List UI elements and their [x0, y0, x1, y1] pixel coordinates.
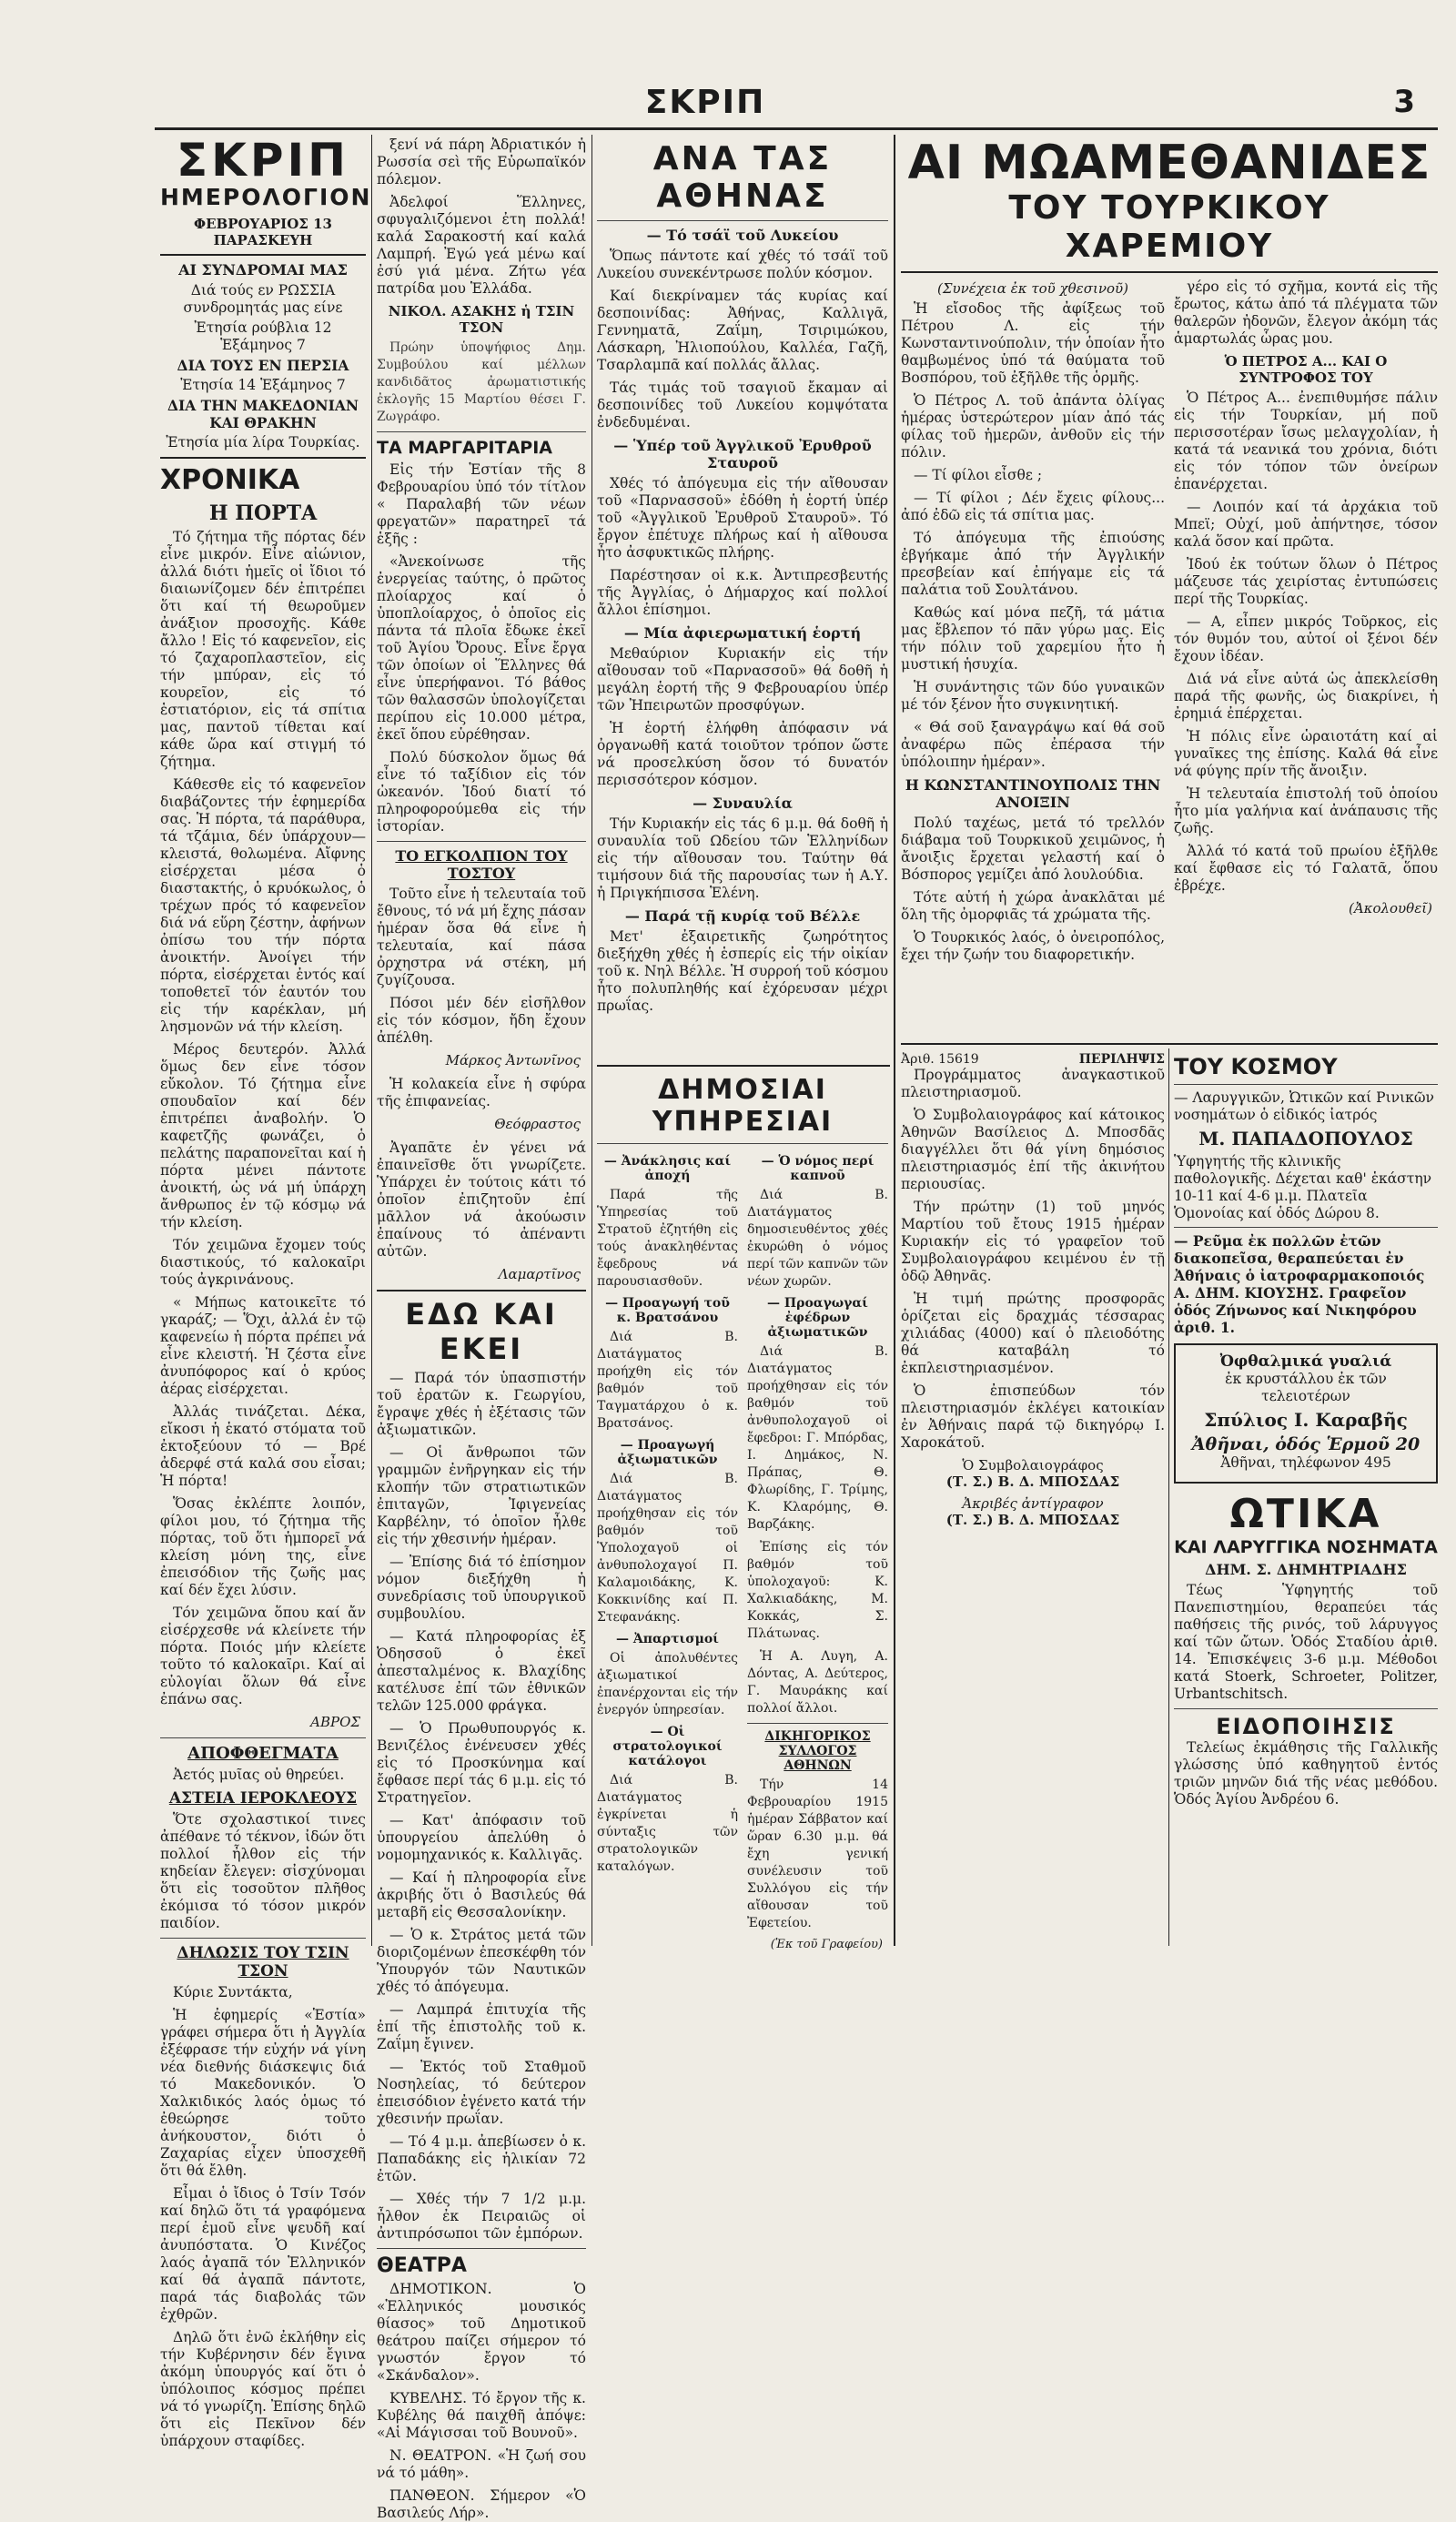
letter-note: Πρώην ὑποψήφιος Δημ. Συμβούλου καί μέλλων κανδιδᾶτος ἀρωματιστικής ἐκλογῆς 15 Μαρτίου θέσει Γ. Ζωγράφο.	[377, 340, 586, 424]
harem-left	[901, 279, 1165, 969]
athens-paragraph: Παρέστησαν οἱ κ.κ. Ἀντιπρεσβευτής τῆς Ἀγγλίας, ὁ Δήμαρχος καί πολλοί ἄλλοι ἐπίσημοι.	[597, 567, 888, 618]
pearls-paragraph: Εἰς τήν Ἑστίαν τῆς 8 Φεβρουαρίου ὑπό τόν τίτλον « Παραλαβή τῶν νέων φρεγατῶν» παρατηρεῖ τά ἑξῆς :	[377, 461, 586, 547]
story-paragraph: Διά νά εἶνε αὐτά ὡς ἀπεκλείσθη παρά τῆς φωνῆς, ὡς διακρίνει, ἡ ἐρημιά ἐπέρχεται.	[1174, 671, 1438, 722]
news-item: — Ὁ κ. Στράτος μετά τῶν διοριζομένων ἐπεσκέφθη τόν Ὑπουργόν τῶν Ναυτικῶν χθές τό ἀπόγευμα.	[377, 1927, 586, 1995]
story-paragraph: — Τί φίλοι εἶσθε ;	[914, 467, 1043, 483]
tolstoy-title: ΤΟ ΕΓΚΟΛΠΙΟΝ ΤΟΥ ΤΟΣΤΟΥ	[395, 847, 568, 882]
calendar-title: ΣΚΡΙΠ	[177, 134, 349, 187]
athens-subtitle: — Παρά τῇ κυρίᾳ τοῦ Βέλλε	[624, 907, 861, 925]
column-1	[160, 134, 372, 2449]
subscription-line: Ἐτησία μία λίρα Τουρκίας.	[166, 434, 360, 451]
subscriptions-title: ΑΙ ΣΥΝΔΡΟΜΑΙ ΜΑΣ	[178, 261, 348, 279]
column-2	[377, 137, 586, 2521]
pearls-paragraph: Πολύ δύσκολον ὅμως θά εἶνε τό ταξίδιον εἰς τόν ὠκεανόν. Ἰδού διατί τό πληροφορούμεθα εἰς τήν ἱστορίαν.	[377, 749, 586, 835]
letter-signature: ΝΙΚΟΛ. ΑΣΑΚΗΣ ἡ ΤΣΙΝ ΤΣΟΝ	[388, 303, 575, 336]
services-subtitle: — Ὁ νόμος περί καπνοῦ	[761, 1154, 875, 1183]
optician-name: Σπύλιος Ι. Καραβῆς	[1204, 1409, 1408, 1431]
optician-ad	[1174, 1343, 1438, 1484]
notice-paragraph: Ἡ τιμή πρώτης προσφορᾶς ὁρίζεται εἰς δραχμάς τέσσαρας χιλιάδας (4000) καί ὁ πλειοδότης θά καταβάλη τό ἐκπλειστηριασμένον.	[901, 1291, 1165, 1376]
masthead	[159, 84, 1433, 124]
optician-line: ἐκ κρυστάλλου ἐκ τῶν τελειοτέρων	[1225, 1371, 1387, 1404]
column-rule	[371, 135, 372, 1946]
athens-paragraph: Τήν Κυριακήν εἰς τάς 6 μ.μ. θά δοθῆ ἡ συναυλία τοῦ Ωδείου τῶν Ἑλληνίδων εἰς τήν αἴθουσαν του. Ταύτην θά τιμήσουν διά τῆς παρουσίας των ἡ Α.Υ. ἡ Πριγκήπισσα Ἑλένη.	[597, 815, 888, 901]
services-paragraph: Διά Β. Διατάγματος προήχθησαν εἰς τόν βαθμόν τοῦ ἀνθυπολοχαγοῦ οἱ ἔφεδροι: Γ. Μπόρδας, Ι. Δημάκος, Ν. Πράπας, Θ. Φλωρίδης, Γ. Τρίμης, Κ. Κλαρόμης, Θ. Βαρζάκης.	[747, 1344, 888, 1532]
declaration-paragraph: Ἡ ἐφημερίς «Ἑστία» γράφει σήμερα ὅτι ἡ Ἀγγλία ἐξέφρασε τήν εὐχήν νά γίνη νέα διεθνής διάσκεψις διά τό Μακεδονικόν. Ὁ Χαλκιδικός λαός ὁμως τό ἐθεώρησε τοῦτο ἀνήκουστον, διότι ὁ Ζαχαρίας εἶχεν ὑποσχεθῆ ὅτι θά ἔλθη.	[160, 2007, 366, 2179]
notice-paragraph: Ὁ Συμβολαιογράφος καί κάτοικος Ἀθηνῶν Βασίλειος Δ. Μποσδᾶς διαγγέλλει ὅτι θά γίνη δημόσιος πλειστηριασμός ἐπί τῆς ἀκινήτου περιουσίας.	[901, 1107, 1165, 1192]
declaration-paragraph: Εἶμαι ὁ ἴδιος ὁ Τσίν Τσόν καί δηλῶ ὅτι τά γραφόμενα περί ἐμοῦ εἶνε ψευδῆ καί ἀνυπόστατα. Ὁ Κινέζος λαός ἀγαπᾶ τόν Ἑλληνικόν καί θά ἀγαπᾶ πάντοτε, παρά τάς διαβολάς τῶν ἐχθρῶν.	[160, 2185, 366, 2323]
athens-paragraph: Μετ' ἐξαιρετικῆς ζωηρότητος διεξήχθη χθές ἡ ἑσπερίς εἰς τήν οἰκίαν τοῦ κ. Νηλ Βέλλε. Ἡ συρροή τοῦ κόσμου ἦτο πολυπληθής καί ἐχόρευσαν μέχρι πρωΐας.	[597, 928, 888, 1014]
letter-paragraph: Ἀδελφοί Ἕλληνες, σφυγαλιζόμενοι ἐτη πολλά! καλά Σαρακοστή καί καλά Λαμπρή. Ἐγώ γεά μένω καί ἐσύ γιά μένα. Ζήτω γέα πατρίδα μου Ἑλλάδα.	[377, 194, 586, 297]
story-paragraph: — Λοιπόν καί τά ἀρχάκια τοῦ Μπεϊ; Οὐχί, μοῦ ἀπήντησε, τόσον καλά ὅσον καί πρῶτα.	[1174, 499, 1438, 550]
athens-paragraph: Χθές τό ἀπόγευμα εἰς τήν αἴθουσαν τοῦ «Παρνασσοῦ» ἐδόθη ἡ ἑορτή ὑπέρ τοῦ «Ἀγγλικοῦ Ἐρυθροῦ Σταυροῦ». Τό ἔργον ἐπέτυχε πλήρως καί ἡ αἴθουσα ἦτο ἀσφυκτικῶς πλήρης.	[597, 475, 888, 561]
story-paragraph: Ἡ εἴσοδος τῆς ἀφίξεως τοῦ Πέτρου Λ. εἰς τήν Κωνσταντινούπολιν, τήν ὁποίαν ἦτο θαμβωμένος ὑπό τά θαύματα τοῦ Βοσπόρου, τοῦ ἐξῆλθε τῆς ὁρμῆς.	[901, 300, 1165, 386]
story-paragraph: Ὁ Πέτρος Λ. τοῦ ἀπάντα ὀλίγας ἡμέρας ὑστερώτερον μίαν ἀπό τάς φίλας τοῦ ἡμερῶν, ἀνθοῦν εἰς τήν πόλιν.	[901, 392, 1165, 461]
notice-paragraph: Τήν πρώτην (1) τοῦ μηνός Μαρτίου τοῦ ἔτους 1915 ἡμέραν Κυριακήν εἰς τό γραφεῖον τοῦ Συμβολαιογράφου κειμένου ἐν τῇ ὁδῷ Ἀθηνᾶς.	[901, 1199, 1165, 1284]
theatres-title: ΘΕΑΤΡΑ	[377, 2254, 467, 2277]
story-paragraph: — Τί φίλοι ; Δέν ἔχεις φίλους... ἀπό ἐδῶ εἰς τά σπίτια μας.	[901, 490, 1165, 523]
story-subtitle: Ὁ ΠΕΤΡΟΣ Α... ΚΑΙ Ο ΣΥΝΤΡΟΦΟΣ ΤΟΥ	[1224, 353, 1388, 386]
pearls-title: ΤΑ ΜΑΡΓΑΡΙΤΑΡΙΑ	[377, 438, 552, 458]
ent-subtitle: ΚΑΙ ΛΑΡΥΓΓΙΚΑ ΝΟΣΗΜΑΤΑ	[1174, 1537, 1438, 1557]
public-services	[597, 1070, 888, 1951]
tolstoy-paragraph: Ἡ κολακεία εἶνε ἡ σφύρα τῆς ἐπιφανείας.	[377, 1076, 586, 1109]
public-services-title: ΔΗΜΟΣΙΑΙ ΥΠΗΡΕΣΙΑΙ	[652, 1074, 834, 1138]
services-subtitle: — Ἀπαρτισμοί	[616, 1632, 719, 1646]
services-subtitle: — Προαγωγαί ἐφέδρων ἀξιωματικῶν	[767, 1296, 868, 1340]
optician-title: Ὀφθαλμικά γυαλιά	[1219, 1352, 1392, 1371]
masthead-name: ΣΚΡΙΠ	[644, 84, 766, 121]
masthead-rule	[155, 127, 1438, 130]
notice-note: Ἀκριβές ἀντίγραφον	[962, 1495, 1104, 1512]
services-subtitle: — Οἱ στρατολογικοί κατάλογοι	[612, 1725, 723, 1768]
story-paragraph: Τότε αὐτή ἡ χώρα ἀνακλᾶται μέ ὅλη τῆς ὀμορφιᾶς τά χρώματα τῆς.	[901, 889, 1165, 923]
article-paragraph: Τό ζήτημα τῆς πόρτας δέν εἶνε μικρόν. Εἶνε αἰώνιον, ἀλλά διότι ἡμεῖς οἱ ἴδιοι τό διαιωνίζομεν δέν ἐπιτρέπει ὅτι καί τή θεωροῦμεν ἀνάξιον προσοχῆς. Κάθε ἄλλο ! Εἰς τό καφενεῖον, εἰς τό ζαχαροπλαστεῖον, εἰς τήν μπύραν, εἰς τό κουρεῖον, εἰς τό ἑστιατόριον, εἰς τά σπίτια μας, παντοῦ τίθεται καί κάθε ὥρα καί στιγμή τό ζήτημα.	[160, 529, 366, 770]
subscription-line: ΔΙΑ ΤΗΝ ΜΑΚΕΔΟΝΙΑΝ ΚΑΙ ΘΡΑΚΗΝ	[167, 397, 359, 431]
news-item: — Κατ' ἀπόφασιν τοῦ ὑπουργείου ἀπελύθη ὁ νομομηχανικός κ. Καλλιγᾶς.	[377, 1812, 586, 1863]
ad-text: — Ρεῦμα ἐκ πολλῶν ἐτῶν διακοπεῖσα, θεραπεύεται ἐν Ἀθήναις ὁ ἰατροφαρμακοποιός Α. ΔΗΜ. ΚΙΟΥΣΗΣ. Γραφεῖον ὁδός Ζήνωνος καί Νικηφόρου ἀριθ. 1.	[1174, 1232, 1425, 1336]
article-paragraph: Κάθεσθε εἰς τό καφενεῖον διαβάζοντες τήν ἐφημερίδα σας. Ἡ πόρτα, τά παράθυρα, τά τζάμια, δέν ὑπάρχουν—κλειστά, θολωμένα. Αἴφνης εἰσέρχεται μέσα ὁ διαστακτής, ὁ κρυόκωλος, ὁ τρέχων πρός τό καφενεῖον διά νά εὕρη ζέστην, ἀφήνων ὀπίσω του τήν πόρτα ἀνοικτήν. Ἀνοίγει τήν πόρτα, εἰσέρχεται ἐντός καί τοποθετεῖ τόν ἑαυτόν του εἰς τήν καρέκλαν, μή λησμονῶν νά τήν κλείση.	[160, 776, 366, 1035]
tolstoy-paragraph: Ἀγαπᾶτε ἐν γένει νά ἐπαινεῖσθε ὅτι γνωρίζετε. Ὑπάρχει ἐν τούτοις κάτι τό ὁποῖον ἐπιζητοῦν ἐπί μᾶλλον νά ἀκούωσιν ἐπαίνους τό ἀπέναντι αὐτῶν.	[377, 1139, 586, 1260]
services-left	[597, 1149, 738, 1959]
constantinople-title: Η ΚΩΝΣΤΑΝΤΙΝΟΥΠΟΛΙΣ ΤΗΝ ΑΝΟΙΞΙΝ	[905, 776, 1161, 811]
article-paragraph: Ἀλλάς τινάζεται. Δέκα, εἴκοσι ἡ ἑκατό στόματα τοῦ ἐκτοξεύουν τό — Βρέ ἀδερφέ στά καλά σου εἶσαι; Ἡ πόρτα!	[160, 1403, 366, 1489]
athens-paragraph: Τάς τιμάς τοῦ τσαγιοῦ ἔκαμαν αἱ δεσποινίδες τοῦ Λυκείου κομψότατα ἐνδεδυμέναι.	[597, 380, 888, 430]
tolstoy-signature: Λαμαρτῖνος	[498, 1266, 581, 1282]
story-paragraph: Πολύ ταχέως, μετά τό τρελλόν διάβαμα τοῦ Τουρκικοῦ χειμῶνος, ἡ ἄνοιξις ἔρχεται γελαστή καί ὁ Βόσπορος γεμίζει ἀπό λουλούδια.	[901, 815, 1165, 883]
services-subtitle: — Προαγωγή τοῦ κ. Βρατσάνου	[605, 1296, 730, 1325]
letter-paragraph: ξενί νά πάρη Ἀδριατικόν ἡ Ρωσσία σεὶ τῆς Εὐρωπαϊκόν πόλεμον.	[377, 137, 586, 187]
article-signature: ΑΒΡΟΣ	[310, 1714, 360, 1730]
lawyers-text: Τήν 14 Φεβρουαρίου 1915 ἡμέραν Σάββατον καί ὥραν 6.30 μ.μ. θά ἔχη γενική συνέλευσιν τοῦ Συλλόγου εἰς τήν αἴθουσαν τοῦ Ἐφετείου.	[747, 1778, 888, 1930]
legal-notice	[901, 1048, 1165, 1946]
article-paragraph: Ὅσας ἐκλέπτε λοιπόν, φίλοι μου, τό ζήτημα τῆς πόρτας, τοῦ ὅτι ἡμπορεῖ νά κλείση μόνη της, εἶνε ἐπεισόδιον τῆς ζωῆς μας καί δέν ἔχει λύσιν.	[160, 1495, 366, 1598]
article-title: Η ΠΟΡΤΑ	[208, 501, 318, 525]
news-item: — Χθές τήν 7 1/2 μ.μ. ἦλθον ἐκ Πειραιῶς οἱ ἀντιπρόσωποι τῶν ἐμπόρων.	[377, 2191, 586, 2242]
athens-subtitle: — Ὑπέρ τοῦ Ἀγγλικοῦ Ἐρυθροῦ Σταυροῦ	[613, 437, 872, 471]
harem-banner: ΑΙ ΜΩΑΜΕΘΑΝΙΔΕΣ	[907, 136, 1431, 190]
tolstoy-signature: Μάρκος Ἀντωνῖνος	[445, 1052, 581, 1069]
calendar-date: ΦΕΒΡΟΥΑΡΙΟΣ 13 ΠΑΡΑΣΚΕΥΗ	[194, 216, 332, 248]
optician-line: Ἀθῆναι, τηλέφωνον 495	[1220, 1454, 1391, 1471]
lawyers-title: ΔΙΚΗΓΟΡΙΚΟΣ ΣΥΛΛΟΓΟΣ ΑΘΗΝΩΝ	[764, 1729, 871, 1773]
story-paragraph: Ὁ Τουρκικός λαός, ὁ ὀνειροπόλος, ἔχει τήν ζωήν του διαφορετικήν.	[901, 929, 1165, 963]
news-item: — Οἱ ἄνθρωποι τῶν γραμμῶν ἐνῆργηκαν εἰς τήν κλοπήν τῶν στρατιωτικῶν ἐπιταγῶν, Ἰφιγενείας Καρβέλην, τό ὁποῖον ἦλθε εἰς τήν χθεσινήν ἡμέραν.	[377, 1444, 586, 1547]
page-number: 3	[1393, 84, 1415, 120]
article-paragraph: « Μήπως κατοικεῖτε τό γκαράζ; — Ὅχι, ἀλλά ἐν τῷ καφενείω ἡ πόρτα πρέπει νά εἶνε κλειστή. Ἡ ζέστα εἶνε ἀνυπόφορος καί ὁ κρύος ἀέρας εἰσέρχεται.	[160, 1294, 366, 1397]
notice2-text: Τελείως ἐκμάθησις τῆς Γαλλικῆς γλώσσης ὑπό καθηγητοῦ ἐντός τριῶν μηνῶν διά τῆς νέας μεθόδου. Ὁδός Ἁγίου Ἀνδρέου 6.	[1174, 1739, 1438, 1808]
subscription-line: Ἐτησία 14 Ἑξάμηνος 7	[180, 377, 346, 393]
here-there-title: ΕΔΩ ΚΑΙ ΕΚΕΙ	[405, 1297, 558, 1366]
article-paragraph: Μέρος δευτερόν. Ἀλλά ὅμως δεν εἶνε τόσον εὔκολον. Τό ζήτημα εἶνε σπουδαῖον καί δέν ἐπιτρέπει ἀναβολήν. Ὁ καφετζῆς φωνάζει, ὁ πελάτης παραπονεῖται καί ἡ πόρτα μένει πάντοτε ἀνοικτή, ὡς νά μή ὑπάρχη ἄνθρωπος ἐν τῷ κόσμῳ νά τήν κλείση.	[160, 1041, 366, 1231]
services-paragraph: Διά Β. Διατάγματος προήχθη εἰς τόν βαθμόν τοῦ Ταγματάρχου ὁ κ. Βρατσάνος.	[597, 1330, 738, 1431]
subscription-line: Ἐτησία ρούβλια 12 Ἑξάμηνος 7	[194, 319, 332, 353]
services-paragraph: Ἐπίσης εἰς τόν βαθμόν τοῦ ὑπολοχαγοῦ: Κ. Χαλκιαδάκης, Μ. Κοκκάς, Σ. Πλάτωνας.	[747, 1540, 888, 1641]
story-paragraph: Ἡ πόλις εἶνε ὡραιοτάτη καί αἱ γυναῖκες της ἐπίσης. Καλά θά εἶνε νά φύγης πρίν τῆς ἄνοιξιν.	[1174, 728, 1438, 779]
services-paragraph: Ἡ Α. Λυγη, Α. Δόντας, Α. Δεύτερος, Γ. Μαυράκης καί πολλοί ἄλλοι.	[747, 1649, 888, 1716]
theatre-item: Ν. ΘΕΑΤΡΟΝ. «Ἡ ζωή σου νά τό μάθη».	[377, 2447, 586, 2481]
news-item: — Ἐκτός τοῦ Σταθμοῦ Νοσηλείας, τό δεύτερον ἐπεισόδιον ἐγένετο κατά τήν χθεσινήν πρωΐαν.	[377, 2059, 586, 2127]
story-paragraph: — Α, εἶπεν μικρός Τοῦρκος, εἰς τόν θυμόν του, αὐτοί οἱ ξένοι δέν ἔχουν ἰδέαν.	[1174, 613, 1438, 664]
tolstoy-paragraph: Τοῦτο εἶνε ἡ τελευταία τοῦ ἔθνους, τό νά μή ἔχης πάσαν ἡμέραν ὅσα θά εἶνε ἡ τελευταία, καί πάσα ὀρχηστρα νά στέκη, μή ζυγίζουσα.	[377, 886, 586, 988]
ads-column	[1174, 1048, 1438, 1946]
athens-paragraph: Ἡ ἑορτή ἐλήφθη ἀπόφασιν νά ὀργανωθῆ κατά τοιοῦτον τρόπον ὥστε νά προσελκύση ὅσον τό δυνατόν περισσότερον κόσμον.	[597, 720, 888, 788]
harem-banner-2: ΤΟΥ ΤΟΥΡΚΙΚΟΥ ΧΑΡΕΜΙΟΥ	[1008, 189, 1330, 265]
ad-text: Ὑφηγητής τῆς κλινικῆς παθολογικῆς. Δέχεται καθ' ἑκάστην 10-11 καί 4-6 μ.μ. Πλατεῖα Ὁμονοίας καί ὁδός Δώρου 8.	[1174, 1153, 1432, 1221]
column-rule	[894, 135, 895, 1946]
athens-subtitle: — Τό τσάϊ τοῦ Λυκείου	[646, 227, 839, 244]
story-paragraph: γέρο εἰς τό σχῆμα, κοντά εἰς τῆς ἔρωτος, κάτω ἀπό τά πλέγματα τῶν θαλερῶν ἠδονῶν, ἔλεγον ἀκόμη τάς ἁμαρτωλάς ὧρας μου.	[1174, 279, 1438, 347]
section-rule	[597, 1065, 890, 1067]
athens-paragraph: Μεθαύριον Κυριακήν εἰς τήν αἴθουσαν τοῦ «Παρνασσοῦ» θά δοθῆ ἡ μεγάλη ἑορτή τῆς 9 Φεβρουαρίου ὑπέρ τῶν Ἠπειρωτῶν προσφύγων.	[597, 645, 888, 714]
story-paragraph: Ἰδού ἐκ τούτων ὅλων ὁ Πέτρος μάζευσε τάς χειρίστας ἐντυπώσεις περί τῆς Τουρκίας.	[1174, 556, 1438, 607]
calendar-subtitle: ΗΜΕΡΟΛΟΓΙΟΝ	[160, 184, 372, 210]
optician-address: Ἀθῆναι, ὁδός Ἑρμοῦ 20	[1191, 1434, 1421, 1454]
notice-code: Ἀριθ. 15619	[901, 1052, 979, 1067]
declaration-title: ΔΗΛΩΣΙΣ ΤΟΥ ΤΣΙΝ ΤΣΟΝ	[177, 1944, 349, 1980]
declaration-paragraph: Δηλῶ ὅτι ἐνῶ ἐκλήθην εἰς τήν Κυβέρνησιν δέν ἔγινα ἀκόμη ὑπουργός καί ὅτι ὁ ὑπόλοιπος κόσμος πρέπει νά τό γνωρίζη. Ἐπίσης δηλῶ ὅτι εἰς Πεκῖνον δέν ὑπάρχουν σταφίδες.	[160, 2329, 366, 2449]
theatre-item: ΔΗΜΟΤΙΚΟΝ. Ὁ «Ἑλληνικός μουσικός θίασος» τοῦ Δημοτικοῦ θεάτρου παίζει σήμερον τό γνωστόν ἔργον τό «Σκάνδαλον».	[377, 2281, 586, 2384]
story-paragraph: Ἀλλά τό κατά τοῦ πρωίου ἐξῆλθε καί ἔφθασε εἰς τό Γαλατᾶ, ὅπου ἐβρέχε.	[1174, 843, 1438, 894]
news-item: — Τό 4 μ.μ. ἀπεβίωσεν ὁ κ. Παπαδάκης εἰς ἡλικίαν 72 ἐτῶν.	[377, 2133, 586, 2184]
story-signature: (Ἀκολουθεῖ)	[1348, 900, 1432, 917]
notice-paragraph: Ὁ ἐπισπεύδων τόν πλειστηριασμόν ἐκλέγει κατοικίαν ἐν Ἀθήναις παρά τῷ δικηγόρῳ Ι. Χαροκάτοῦ.	[901, 1383, 1165, 1451]
services-subtitle: — Ἀνάκλησις καί ἀποχή	[603, 1154, 732, 1183]
notice-signature: Ὁ Συμβολαιογράφος	[962, 1457, 1104, 1474]
news-item: — Παρά τόν ὑπασπιστήν τοῦ ἐρατῶν κ. Γεωργίου, ἔγραψε χθές ἡ ἐξέτασις τῶν ἀξιωματικῶν.	[377, 1370, 586, 1438]
story-paragraph: Ἡ συνάντησις τῶν δύο γυναικῶν μέ τόν ξένον ἦτο συγκινητική.	[901, 679, 1165, 713]
story-paragraph: Ἡ τελευταία ἐπιστολή τοῦ ὁποίου ἦτο μία γαλήνια καί ἀνάπαυσις τῆς ζωῆς.	[1174, 785, 1438, 836]
services-subtitle: — Προαγωγή ἀξιωματικῶν	[617, 1438, 718, 1467]
services-paragraph: Οἱ ἀπολυθέντες ἀξιωματικοί ἐπανέρχονται εἰς τήν ἐνεργόν ὑπηρεσίαν.	[597, 1651, 738, 1717]
news-item: — Ἐπίσης διά τό ἐπίσημον νόμον διεξήχθη ἡ συνεδρίασις τοῦ ὑπουργικοῦ συμβουλίου.	[377, 1554, 586, 1622]
story-paragraph: Τό ἀπόγευμα τῆς ἐπιούσης ἐβγήκαμε ἀπό τήν Ἀγγλικήν πρεσβείαν καί ἐπήγαμε εἰς τά παλάτια τοῦ Σουλτάνου.	[901, 530, 1165, 598]
article-paragraph: Τόν χειμῶνα ὅπου καί ἄν εἰσέρχεσθε νά κλείνετε τήν πόρτα. Ποιός μήν κλείετε τοῦτο τό καλοκαῖρι. Καί αἱ εὐλογίαι ὅλων θά εἶνε ἐπάνω σας.	[160, 1605, 366, 1707]
services-paragraph: Διά Β. Διατάγματος δημοσιευθέντος χθές ἐκυρώθη ὁ νόμος περί τῶν καπνῶν τῶν νέων χωρῶν.	[747, 1188, 888, 1289]
column-3	[597, 137, 888, 1056]
story-paragraph: « Θά σοῦ ξαναγράψω καί θά σοῦ ἀναφέρω πῶς ἐπέρασα τήν ὑπόλοιπην ἡμέραν».	[901, 719, 1165, 770]
sayings-title: ΑΠΟΦΘΕΓΜΑΤΑ	[187, 1744, 339, 1763]
news-item: — Κατά πληροφορίας ἐξ Ὀδησσοῦ ὁ ἐκεῖ ἀπεσταλμένος κ. Βλαχίδης κατέλυσε ἐπί τῶν ἐθνικῶν τελῶν 125.000 φράγκα.	[377, 1628, 586, 1714]
tolstoy-paragraph: Πόσοι μέν δέν εἰσῆλθον εἰς τόν κόσμον, ἤδη ἔχουν ἀπέλθη.	[377, 995, 586, 1046]
world-title: ΤΟΥ ΚΟΣΜΟΥ	[1174, 1054, 1338, 1079]
subscription-line: ΔΙΑ ΤΟΥΣ ΕΝ ΠΕΡΣΙΑ	[177, 357, 349, 374]
story-paragraph: Ὁ Πέτρος Α... ἐνεπιθυμήσε πάλιν εἰς τήν Τουρκίαν, μή ποῦ περισσοτέραν ἴσως μελαγχολίαν, ἡ κατά τά νεανικά του χρόνια, διότι εἰς τόν τόπον τῶν ὀνείρων ἐπανέρχεται.	[1174, 390, 1438, 492]
continuation-note: (Συνέχεια ἐκ τοῦ χθεσινοῦ)	[937, 280, 1128, 297]
section-rule	[901, 1043, 1438, 1045]
athens-paragraph: Καί διεκρίναμεν τάς κυρίας καί δεσποινίδας: Ἀθήνας, Καλλιγᾶ, Γεννηματᾶ, Ζαΐμη, Τσιριμώκου, Λάσκαρη, Ἠλιοπούλου, Καλλέα, Γαζῆ, Τσαρλαμπᾶ καί πολλάς ἄλλας.	[597, 288, 888, 373]
athens-subtitle: — Συναυλία	[693, 795, 793, 812]
news-item: — Λαμπρά ἐπιτυχία τῆς ἐπί τῆς ἐπιστολῆς τοῦ κ. Ζαΐμη ἔγινεν.	[377, 2001, 586, 2052]
tolstoy-signature: Θεόφραστος	[494, 1116, 581, 1132]
athens-title: ΑΝΑ ΤΑΣ ΑΘΗΝΑΣ	[652, 140, 833, 215]
services-paragraph: Διά Β. Διατάγματος ἐγκρίνεται ἡ σύνταξις τῶν στρατολογικῶν καταλόγων.	[597, 1773, 738, 1874]
athens-paragraph: Ὅπως πάντοτε καί χθές τό τσάϊ τοῦ Λυκείου συνεκέντρωσε πολύν κόσμον.	[597, 248, 888, 281]
news-item: — Καί ἡ πληροφορία εἶνε ἀκριβής ὅτι ὁ Βασιλεύς θά μεταβῆ εἰς Θεσσαλονίκην.	[377, 1869, 586, 1920]
ent-title: ΩΤΙΚΑ	[1229, 1491, 1382, 1537]
theatre-item: ΠΑΝΘΕΟΝ. Σήμερον «Ὁ Βασιλεύς Λήρ».	[377, 2487, 586, 2521]
services-right	[747, 1149, 888, 1959]
story-paragraph: Καθώς καί μόνα πεζῆ, τά μάτια μας ἔβλεπον τό πᾶν γύρω μας. Εἰς τήν πόλιν τοῦ χαρεμίου ἦτο ἡ μυστική ἡσυχία.	[901, 604, 1165, 673]
declaration-paragraph: Κύριε Συντάκτα,	[173, 1984, 293, 2000]
jokes-text: Ὅτε σχολαστικοί τινες ἀπέθανε τό τέκνον, ἰδών ὅτι πολλοί ἦλθον εἰς τήν κηδείαν ἔλεγεν: σἰσχύνομαι ὅτι εἰς τοσοῦτον πλῆθος ἐκόμισα τό τόσον μικρόν παιδίον.	[160, 1811, 366, 1931]
section-title: ΧΡΟΝΙΚΑ	[160, 464, 300, 496]
ent-doctor-name: ΔΗΜ. Σ. ΔΗΜΗΤΡΙΑΔΗΣ	[1205, 1561, 1407, 1578]
ad-text: — Λαρυγγικῶν, Ὠτικῶν καί Ρινικῶν νοσημάτων ὁ εἰδικός ἰατρός	[1174, 1089, 1434, 1123]
pearls-paragraph: «Ἀνεκοίνωσε τῆς ἐνεργείας ταύτης, ὁ πρῶτος πλοίαρχος καί ὁ ὑποπλοίαρχος, ὁ ὁποῖος εἰς πάντα τά πλοῖα ἔδωκε ἐκεῖ τοῦ Ἁγίου Ὄρους. Εἶνε ἔργα τῶν ὁποίων οἱ Ἕλληνες θά εἶνε ὑπερήφανοι. Τό βάθος τῶν θαλασσῶν ὑπολογίζεται περίπου εἰς 10.000 μέτρα, ἐκεῖ ὅπου εὑρέθησαν.	[377, 553, 586, 743]
ent-text: Τέως Ὑφηγητής τοῦ Πανεπιστημίου, θεραπεύει τάς παθήσεις τῆς ρινός, τοῦ λάρυγγος καί τῶν ὤτων. Ὁδός Σταδίου ἀριθ. 14. Ἐπισκέψεις 3-6 μ.μ. Μέθοδοι κατά Stoerk, Schroeter, Politzer, Urbantschitsch.	[1174, 1582, 1438, 1702]
notice-signature: (Τ. Σ.) Β. Δ. ΜΠΟΣΔΑΣ	[945, 1512, 1120, 1528]
harem-right	[1174, 279, 1438, 969]
column-rule	[1168, 1048, 1169, 1946]
column-4	[901, 137, 1438, 1038]
notice2-title: ΕΙΔΟΠΟΙΗΣΙΣ	[1216, 1714, 1396, 1739]
notice-paragraph: Προγράμματος ἀναγκαστικοῦ πλειστηριασμοῦ.	[901, 1067, 1165, 1100]
theatre-item: ΚΥΒΕΛΗΣ. Τό ἔργον τῆς κ. Κυβέλης θά παιχθῆ ἀπόψε: «Αἱ Μάγισσαι τοῦ Βουνοῦ».	[377, 2390, 586, 2441]
notice-signature: (Τ. Σ.) Β. Δ. ΜΠΟΣΔΑΣ	[945, 1474, 1120, 1490]
ad-doctor-name: Μ. ΠΑΠΑΔΟΠΟΥΛΟΣ	[1198, 1128, 1413, 1150]
subscription-line: Διά τούς εν ΡΩΣΣΙΑ συνδρομητάς μας είνε	[183, 282, 343, 316]
jokes-title: ΑΣΤΕΙΑ ΙΕΡΟΚΛΕΟΥΣ	[168, 1789, 358, 1808]
notice-title: ΠΕΡΙΛΗΨΙΣ	[1078, 1052, 1165, 1067]
article-paragraph: Τόν χειμῶνα ἔχομεν τούς διαστικούς, τό καλοκαῖρι τούς ἀγκρινάνους.	[160, 1237, 366, 1288]
sayings-text: Ἀετός μυῖας οὐ θηρεύει.	[173, 1767, 345, 1783]
services-paragraph: Παρά τῆς Ὑπηρεσίας τοῦ Στρατοῦ ἐζητήθη εἰς τούς ἀνακληθέντας ἔφεδρους νά παρουσιασθοῦν.	[597, 1188, 738, 1289]
athens-subtitle: — Μία ἀφιερωματική ἑορτή	[623, 624, 862, 642]
services-paragraph: Διά Β. Διατάγματος προήχθησαν εἰς τόν βαθμόν τοῦ Ὑπολοχαγοῦ οἱ ἀνθυπολοχαγοί Π. Καλαμοιδάκης, Κ. Κοκκινίδης καί Π. Στεφανάκης.	[597, 1472, 738, 1625]
news-item: — Ὁ Πρωθυπουργός κ. Βενιζέλος ἐνένευσεν χθές εἰς τό Προσκύνημα καί ἔφθασε περί τάς 6 μ.μ. εἰς τό Στρατηγεῖον.	[377, 1720, 586, 1806]
lawyers-signature: (Ἐκ τοῦ Γραφείου)	[770, 1938, 883, 1951]
